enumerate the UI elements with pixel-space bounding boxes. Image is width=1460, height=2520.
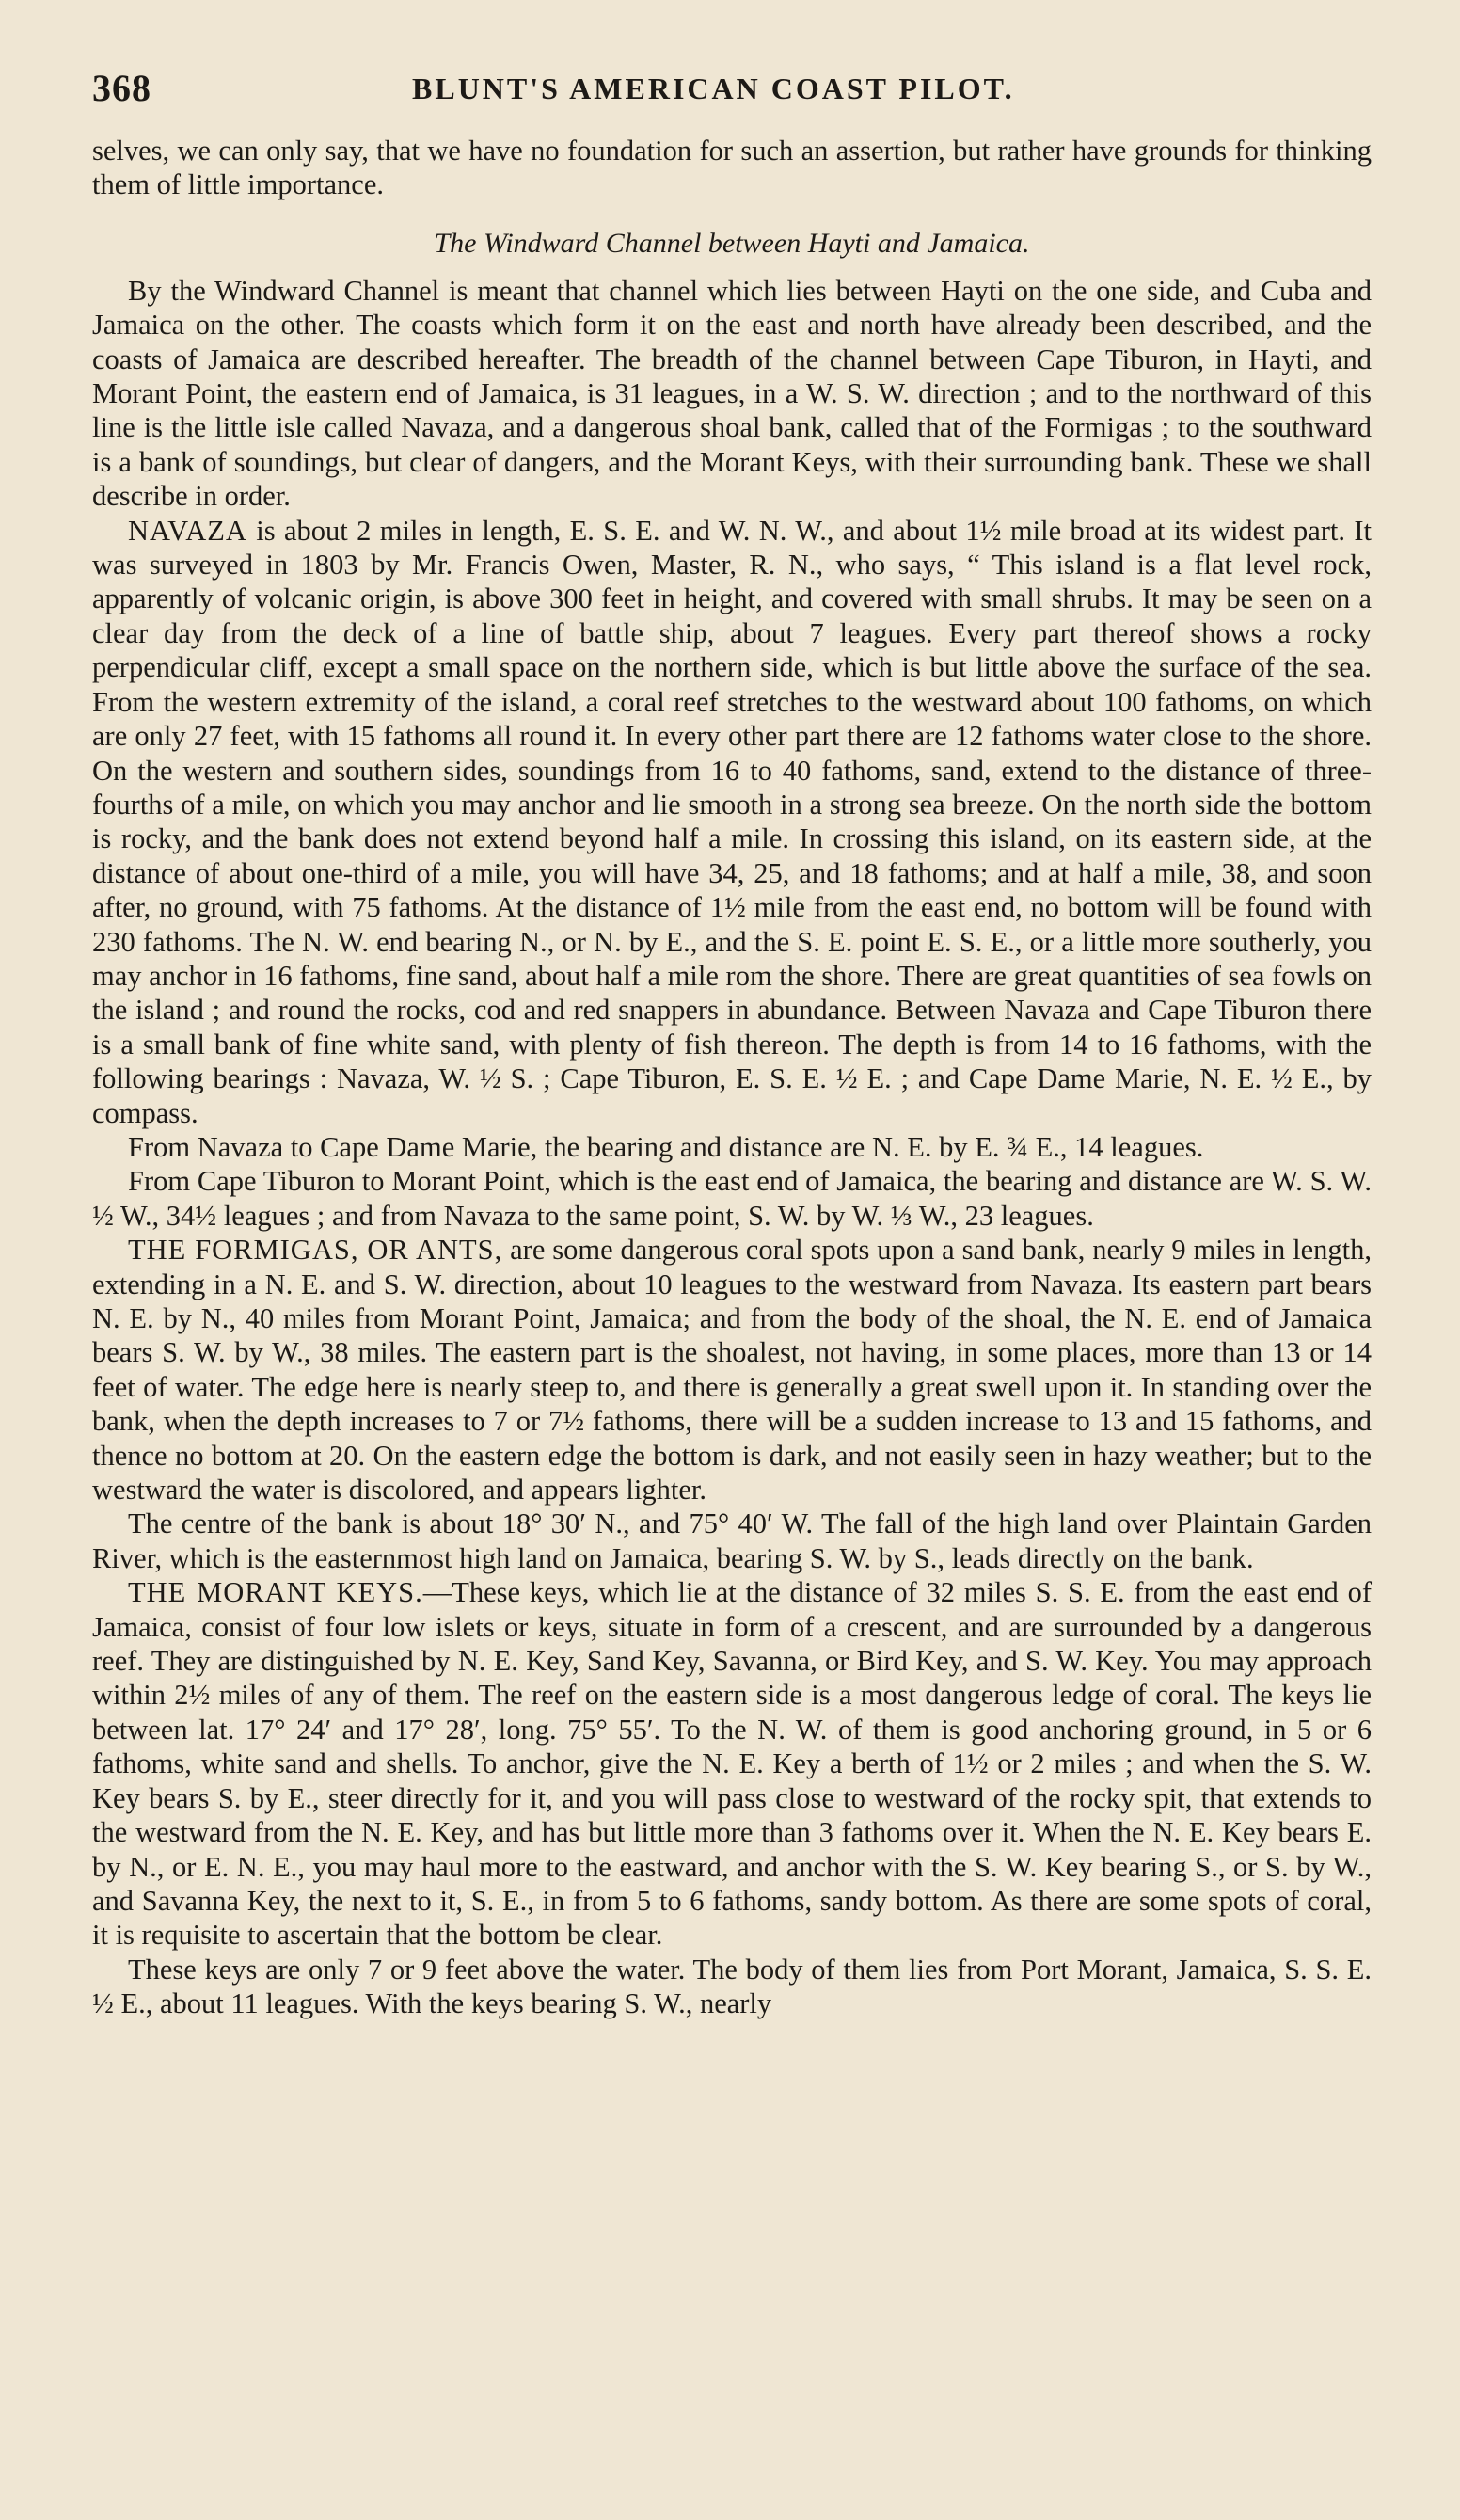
running-title: BLUNT'S AMERICAN COAST PILOT. xyxy=(412,72,1015,105)
paragraph-lead: THE FORMIGAS, OR ANTS, xyxy=(128,1234,503,1267)
paragraph-text: are some dangerous coral spots upon a sand bank, nearly 9 miles in length, extending in a N. E. and S. W. direction, about 10 leagues to the westward from Navaza. Its eastern part bears N. E. by N., 40 miles from Morant Point, Jamaica; and from the body of the shoal, the N. E. end of Jamaica bears S. W. by W., 38 miles. The eastern part is the shoalest, not having, in some places, more than 13 or 14 feet of water. The edge here is nearly steep to, and there is generally a great swell upon it. In standing over the bank, when the depth increases to 7 or 7½ fathoms, there will be a sudden increase to 13 and 15 fathoms, and thence no bottom at 20. On the eastern edge the bottom is dark, and not easily seen in hazy weather; but to the westward the water is discolored, and appears lighter. xyxy=(92,1234,1372,1507)
paragraph-lead: NAVAZA xyxy=(128,514,247,547)
paragraph-text: From Cape Tiburon to Morant Point, which is the east end of Jamaica, the bearing and distance are W. S. W. ½ W., 34½ leagues ; and from Navaza to the same point, S. W. by W. ⅓ W., 23 leagues. xyxy=(92,1165,1372,1232)
paragraph-keys-height xyxy=(92,1953,1372,2021)
page-number: 368 xyxy=(92,67,151,109)
paragraph-windward-channel xyxy=(92,274,1372,514)
paragraph-text: These keys are only 7 or 9 feet above the water. The body of them lies from Port Morant, Jamaica, S. S. E. ½ E., about 11 leagues. With the keys bearing S. W., nearly xyxy=(92,1953,1372,2020)
paragraph-bank-centre xyxy=(92,1507,1372,1575)
book-page xyxy=(92,56,1372,2484)
paragraph-text: The centre of the bank is about 18° 30′ N., and 75° 40′ W. The fall of the high land over Plaintain Garden River, which is the easternmost high land on Jamaica, bearing S. W. by S., leads directly on the bank. xyxy=(92,1507,1372,1574)
paragraph-formigas xyxy=(92,1233,1372,1507)
paragraph-text: —These keys, which lie at the distance of 32 miles S. S. E. from the east end of Jamaica, consist of four low islets or keys, situate in form of a crescent, and are surrounded by a dangerous reef. They are distinguished by N. E. Key, Sand Key, Savanna, or Bird Key, and S. W. Key. You may approach within 2½ miles of any of them. The reef on the eastern side is a most dangerous ledge of coral. The keys lie between lat. 17° 24′ and 17° 28′, long. 75° 55′. To the N. W. of them is good anchoring ground, in 5 or 6 fathoms, white sand and shells. To anchor, give the N. E. Key a berth of 1½ or 2 miles ; and when the S. W. Key bears S. by E., steer directly for it, and you will pass close to westward of the rocky spit, that extends to the westward from the N. E. Key, and has but little more than 3 fathoms over it. When the N. E. Key bears E. by N., or E. N. E., you may haul more to the eastward, and anchor with the S. W. Key bearing S., or S. by W., and Savanna Key, the next to it, S. E., in from 5 to 6 fathoms, sandy bottom. As there are some spots of coral, it is requisite to ascertain that the bottom be clear. xyxy=(92,1576,1372,1952)
page-body xyxy=(92,134,1372,2021)
paragraph-morant-keys xyxy=(92,1575,1372,1952)
intro-paragraph: selves, we can only say, that we have no foundation for such an assertion, but rather have grounds for thinking them of little importance. xyxy=(92,135,1372,201)
paragraph-text: By the Windward Channel is meant that channel which lies between Hayti on the one side, and Cuba and Jamaica on the other. The coasts which form it on the east and north have already been described, and the coasts of Jamaica are described hereafter. The breadth of the channel between Cape Tiburon, in Hayti, and Morant Point, the eastern end of Jamaica, is 31 leagues, in a W. S. W. direction ; and to the northward of this line is the little isle called Navaza, and a dangerous shoal bank, called that of the Formigas ; to the southward is a bank of soundings, but clear of dangers, and the Morant Keys, with their surrounding bank. These we shall describe in order. xyxy=(92,274,1372,513)
paragraph-text: From Navaza to Cape Dame Marie, the bearing and distance are N. E. by E. ¾ E., 14 leagues. xyxy=(128,1130,1204,1163)
paragraph-lead: THE MORANT KEYS. xyxy=(128,1576,423,1609)
paragraph-navaza xyxy=(92,514,1372,1130)
section-title: The Windward Channel between Hayti and Jamaica. xyxy=(434,227,1030,259)
page-header xyxy=(92,56,1372,124)
paragraph-text: is about 2 miles in length, E. S. E. and W. N. W., and about 1½ mile broad at its widest part. It was surveyed in 1803 by Mr. Francis Owen, Master, R. N., who says, “ This island is a flat level rock, apparently of volcanic origin, is above 300 feet in height, and covered with small shrubs. It may be seen on a clear day from the deck of a line of battle ship, about 7 leagues. Every part thereof shows a rocky perpendicular cliff, except a small space on the northern side, which is but little above the surface of the sea. From the western extremity of the island, a coral reef stretches to the westward about 100 fathoms, on which are only 27 feet, with 15 fathoms all round it. In every other part there are 12 fathoms water close to the shore. On the western and southern sides, soundings from 16 to 40 fathoms, sand, extend to the distance of three-fourths of a mile, on which you may anchor and lie smooth in a strong sea breeze. On the north side the bottom is rocky, and the bank does not extend beyond half a mile. In crossing this island, on its eastern side, at the distance of about one-third of a mile, you will have 34, 25, and 18 fathoms; and at half a mile, 38, and soon after, no ground, with 75 fathoms. At the distance of 1½ mile from the east end, no bottom will be found with 230 fathoms. The N. W. end bearing N., or N. by E., and the S. E. point E. S. E., or a little more southerly, you may anchor in 16 fathoms, fine sand, about half a mile rom the shore. There are great quantities of sea fowls on the island ; and round the rocks, cod and red snappers in abundance. Between Navaza and Cape Tiburon there is a small bank of fine white sand, with plenty of fish thereon. The depth is from 14 to 16 fathoms, with the following bearings : Navaza, W. ½ S. ; Cape Tiburon, E. S. E. ½ E. ; and Cape Dame Marie, N. E. ½ E., by compass. xyxy=(92,514,1372,1129)
paragraph-tiburon-to-morant xyxy=(92,1164,1372,1233)
paragraph-navaza-to-dame-marie xyxy=(92,1130,1372,1164)
